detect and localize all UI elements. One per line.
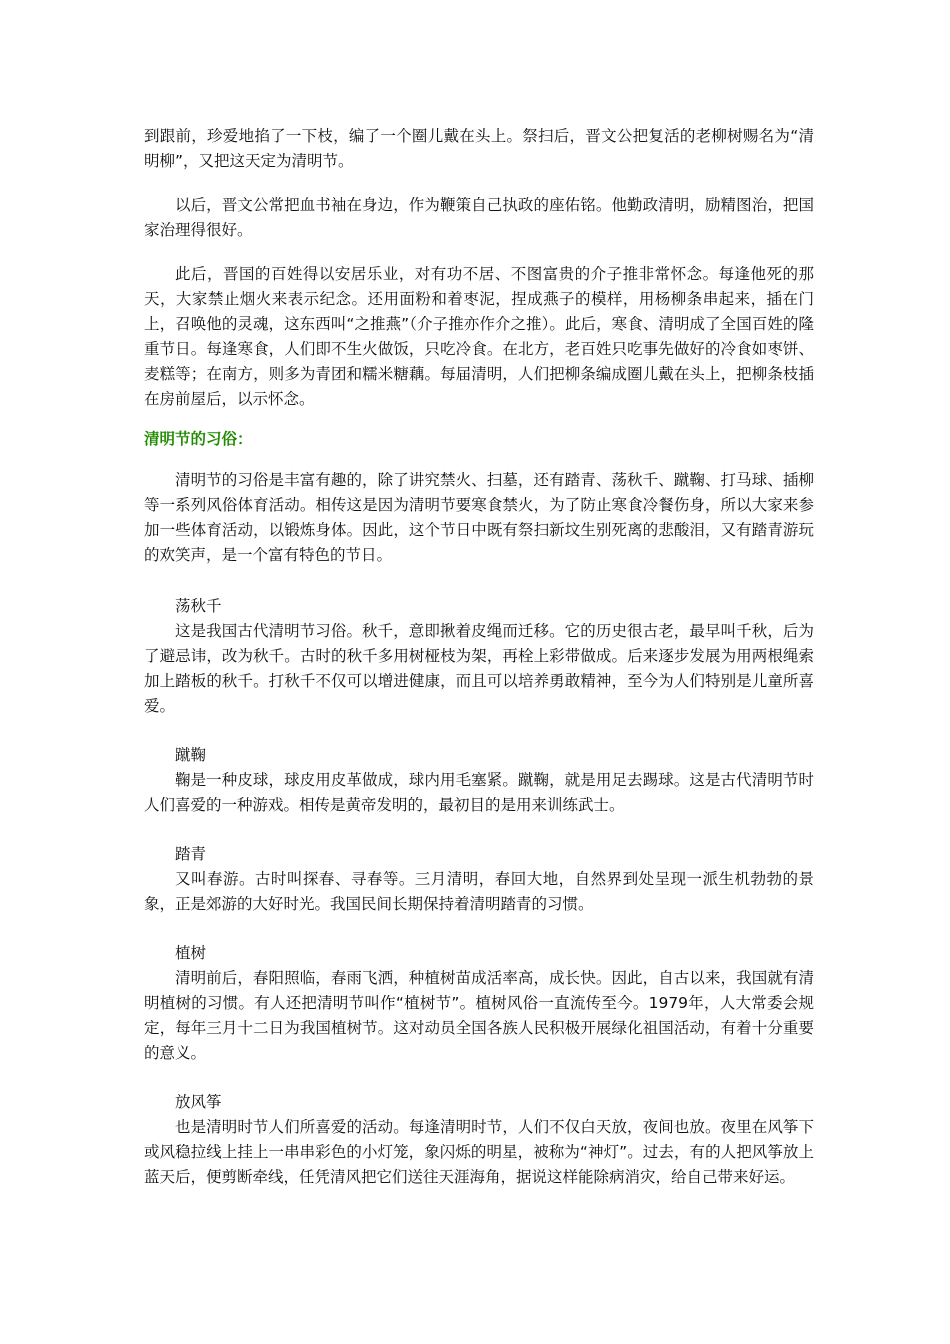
custom-text-kite-flying: 也是清明时节人们所喜爱的活动。每逢清明时节，人们不仅白天放，夜间也放。夜里在风筝下或风稳拉线上挂上一串串彩色的小灯笼，象闪烁的明星，被称为“神灯”。过去，有的人把风筝放上蓝天后，便剪断牵线，任凭清风把它们送往天涯海角，据说这样能除病消灾，给自己带来好运。 — [144, 1118, 814, 1186]
custom-title-cuju: 蹴鞠 — [175, 746, 207, 764]
custom-text-swing: 这是我国古代清明节习俗。秋千，意即揪着皮绳而迁移。它的历史很古老，最早叫千秋，后为了避忌讳，改为秋千。古时的秋千多用树桠枝为架，再栓上彩带做成。后来逐步发展为用两根绳索加上踏板的秋千。打秋千不仅可以增进健康，而且可以培养勇敢精神，至今为人们特别是儿童所喜爱。 — [144, 622, 814, 715]
custom-text-tree-planting: 清明前后，春阳照临，春雨飞洒，种植树苗成活率高，成长快。因此，自古以来，我国就有清明植树的习惯。有人还把清明节叫作“植树节”。植树风俗一直流传至今。1979年，人大常委会规定，每年三月十二日为我国植树节。这对动员全国各族人民积极开展绿化祖国活动，有着十分重要的意义。 — [144, 969, 814, 1062]
document-body — [144, 124, 814, 1190]
custom-title-swing: 荡秋千 — [175, 597, 222, 615]
custom-title-tree-planting: 植树 — [175, 944, 207, 962]
paragraph-remembrance: 此后，晋国的百姓得以安居乐业，对有功不居、不图富贵的介子推非常怀念。每逢他死的那天，大家禁止烟火来表示纪念。还用面粉和着枣泥，捏成燕子的模样，用杨柳条串起来，插在门上，召唤他的灵魂，这东西叫“之推燕”（介子推亦作介之推）。此后，寒食、清明成了全国百姓的隆重节日。每逢寒食，人们即不生火做饭，只吃冷食。在北方，老百姓只吃事先做好的冷食如枣饼、麦糕等；在南方，则多为青团和糯米糖藕。每届清明，人们把柳条编成圈儿戴在头上，把柳条枝插在房前屋后，以示怀念。 — [144, 265, 814, 408]
paragraph-customs-intro: 清明节的习俗是丰富有趣的，除了讲究禁火、扫墓，还有踏青、荡秋千、蹴鞠、打马球、插柳等一系列风俗体育活动。相传这是因为清明节要寒食禁火，为了防止寒食冷餐伤身，所以大家来参加一些体育活动，以锻炼身体。因此，这个节日中既有祭扫新坟生别死离的悲酸泪，又有踏青游玩的欢笑声，是一个富有特色的节日。 — [144, 471, 814, 564]
custom-text-cuju: 鞠是一种皮球，球皮用皮革做成，球内用毛塞紧。蹴鞠，就是用足去踢球。这是古代清明节时人们喜爱的一种游戏。相传是黄帝发明的，最初目的是用来训练武士。 — [144, 771, 814, 814]
custom-title-spring-outing: 踏青 — [175, 845, 207, 863]
paragraph-blood-letter: 以后，晋文公常把血书袖在身边，作为鞭策自己执政的座佑铭。他勤政清明，励精图治，把国家治理得很好。 — [144, 196, 814, 239]
custom-title-kite-flying: 放风筝 — [175, 1093, 222, 1111]
paragraph-qingming-willow: 到跟前，珍爱地掐了一下枝，编了一个圈儿戴在头上。祭扫后，晋文公把复活的老柳树赐名为“清明柳”，又把这天定为清明节。 — [144, 127, 814, 170]
custom-text-spring-outing: 又叫春游。古时叫探春、寻春等。三月清明，春回大地，自然界到处呈现一派生机勃勃的景象，正是郊游的大好时光。我国民间长期保持着清明踏青的习惯。 — [144, 870, 814, 913]
section-heading-customs: 清明节的习俗： — [144, 430, 253, 448]
